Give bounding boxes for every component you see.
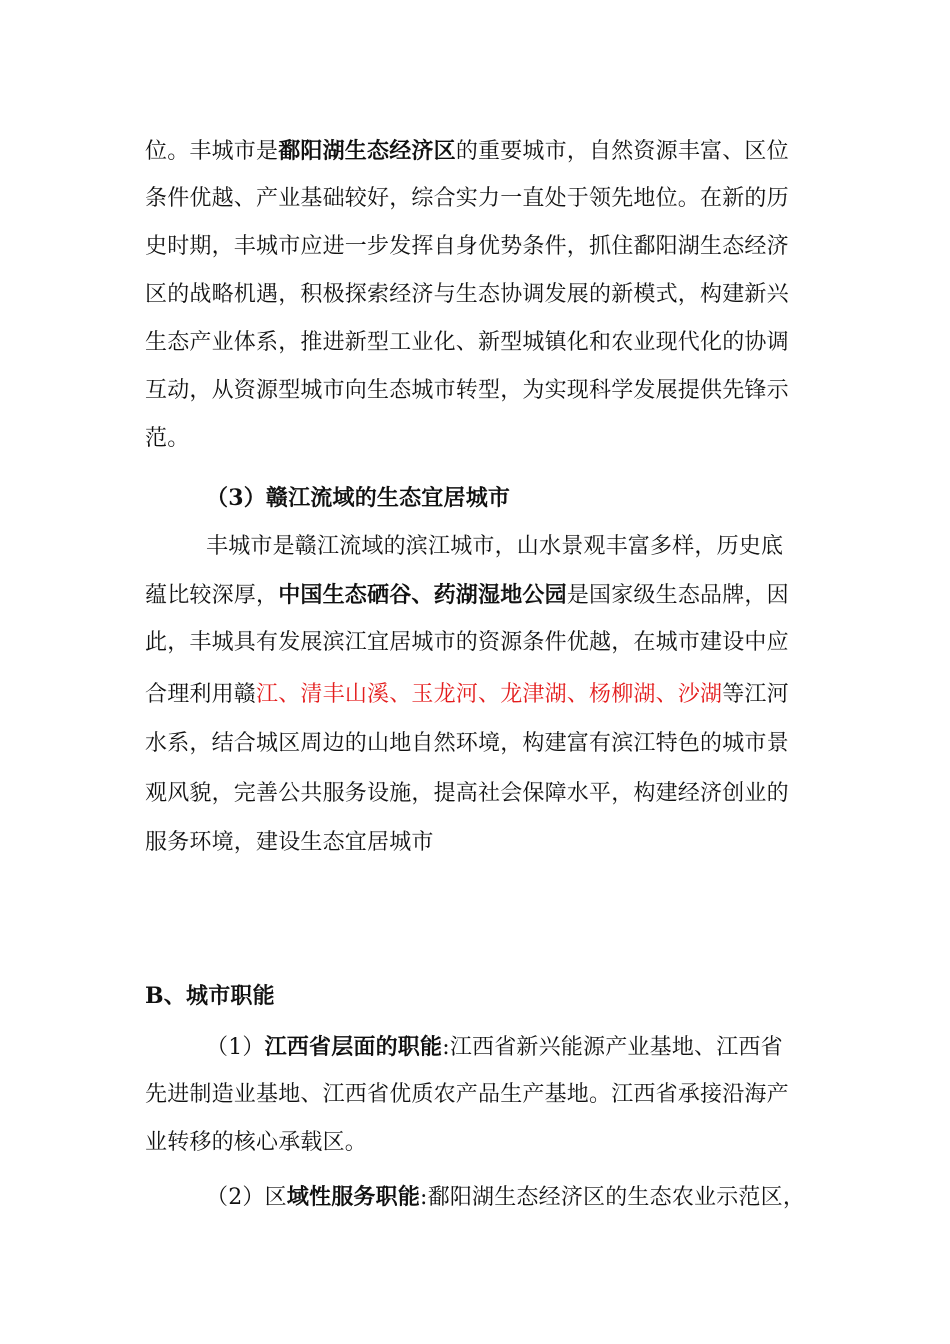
paragraph-line xyxy=(145,680,789,710)
paragraph-line: 水系，结合城区周边的山地自然环境，构建富有滨江特色的城市景 xyxy=(145,731,789,756)
text-run: （1） xyxy=(206,1035,265,1060)
text-run: 是国家级生态品牌，因 xyxy=(566,583,789,608)
text-run: 合理利用赣 xyxy=(145,682,257,707)
section-heading: B、城市职能 xyxy=(145,983,275,1009)
paragraph-line: 区的战略机遇，积极探索经济与生态协调发展的新模式，构建新兴 xyxy=(145,282,789,307)
paragraph-line: 观风貌，完善公共服务设施，提高社会保障水平，构建经济创业的 xyxy=(145,781,789,806)
paragraph-line: 生态产业体系，推进新型工业化、新型城镇化和农业现代化的协调 xyxy=(145,330,789,355)
text-run: 等江河 xyxy=(722,682,789,707)
paragraph-line: 先进制造业基地、江西省优质农产品生产基地。江西省承接沿海产 xyxy=(145,1082,789,1107)
highlighted-text: 江、清丰山溪、玉龙河、龙津湖、杨柳湖、沙湖 xyxy=(256,682,723,707)
paragraph-line: 史时期，丰城市应进一步发挥自身优势条件，抓住鄱阳湖生态经济 xyxy=(145,234,789,259)
paragraph-line: 条件优越、产业基础较好，综合实力一直处于领先地位。在新的历 xyxy=(145,186,789,211)
paragraph-line xyxy=(206,1182,805,1212)
text-run: 位。丰城市是 xyxy=(145,139,279,164)
bold-text: 江西省层面的职能 xyxy=(264,1034,443,1060)
paragraph-line xyxy=(145,580,789,610)
paragraph-line: 业转移的核心承载区。 xyxy=(145,1130,368,1155)
bold-text: 域性服务职能 xyxy=(286,1184,421,1210)
paragraph-line: 此，丰城具有发展滨江宜居城市的资源条件优越，在城市建设中应 xyxy=(145,630,789,655)
subheading: （3）赣江流域的生态宜居城市 xyxy=(206,485,511,511)
paragraph-line xyxy=(206,1032,783,1062)
text-run: 的重要城市，自然资源丰富、区位 xyxy=(455,139,789,164)
text-run: （2）区 xyxy=(206,1185,287,1210)
text-run: :江西省新兴能源产业基地、江西省 xyxy=(442,1035,783,1060)
paragraph-line: 服务环境，建设生态宜居城市 xyxy=(145,830,434,855)
bold-text: 鄱阳湖生态经济区 xyxy=(278,138,456,164)
paragraph-line: 范。 xyxy=(145,426,190,451)
paragraph-line: 丰城市是赣江流域的滨江城市，山水景观丰富多样，历史底 xyxy=(206,534,784,559)
bold-text: 中国生态硒谷、药湖湿地公园 xyxy=(278,582,567,608)
text-run: 蕴比较深厚， xyxy=(145,583,279,608)
paragraph-line xyxy=(145,136,789,166)
text-run: :鄱阳湖生态经济区的生态农业示范区， xyxy=(420,1185,806,1210)
paragraph-line: 互动，从资源型城市向生态城市转型，为实现科学发展提供先锋示 xyxy=(145,378,789,403)
